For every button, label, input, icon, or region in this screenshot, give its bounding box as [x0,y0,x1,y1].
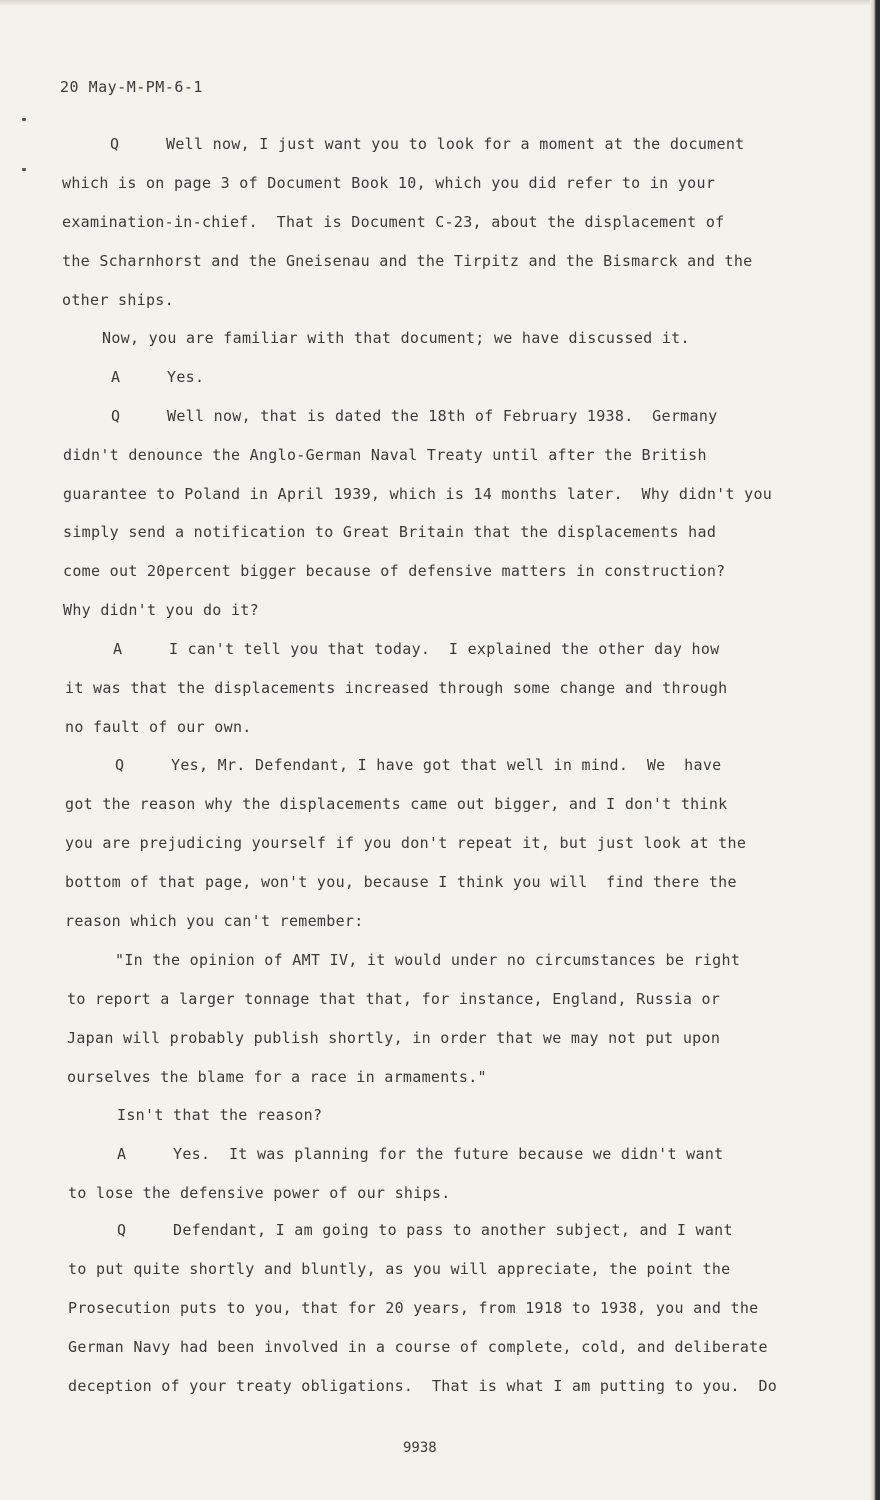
text-line: simply send a notification to Great Britain that the displacements had [63,523,717,541]
page-header: 20 May-M-PM-6-1 [60,78,203,96]
text-line: Japan will probably publish shortly, in order that we may not put upon [67,1029,721,1047]
page-number: 9938 [403,1440,437,1456]
text-line: no fault of our own. [65,718,252,736]
text-line: Why didn't you do it? [63,601,259,619]
text-line: to lose the defensive power of our ships. [68,1184,451,1202]
text-line: "In the opinion of AMT IV, it would under no circumstances be right [115,951,741,969]
text-line: Q Well now, that is dated the 18th of February 1938. Germany [111,407,718,425]
text-line: A I can't tell you that today. I explained the other day how [113,640,720,658]
text-line: bottom of that page, won't you, because I think you will find there the [65,873,737,891]
text-line: Now, you are familiar with that document; we have discussed it. [102,329,690,347]
text-line: A Yes. [111,368,205,386]
text-line: which is on page 3 of Document Book 10, which you did refer to in your [62,174,716,192]
text-line: the Scharnhorst and the Gneisenau and the Tirpitz and the Bismarck and the [62,252,753,270]
text-line: you are prejudicing yourself if you don't repeat it, but just look at the [65,834,747,852]
text-line: A Yes. It was planning for the future because we didn't want [117,1145,724,1163]
text-line: to put quite shortly and bluntly, as you will appreciate, the point the [68,1260,731,1278]
text-line: Q Yes, Mr. Defendant, I have got that well in mind. We have [115,756,722,774]
text-line: Prosecution puts to you, that for 20 years, from 1918 to 1938, you and the [68,1299,759,1317]
text-line: German Navy had been involved in a course of complete, cold, and deliberate [68,1338,768,1356]
text-line: it was that the displacements increased through some change and through [65,679,728,697]
text-line: guarantee to Poland in April 1939, which is 14 months later. Why didn't you [63,485,773,503]
text-line: deception of your treaty obligations. That is what I am putting to you. Do [68,1377,778,1395]
text-line: examination-in-chief. That is Document C-23, about the displacement of [62,213,725,231]
text-line: Q Defendant, I am going to pass to another subject, and I want [117,1221,733,1239]
page-right-edge [870,0,880,1500]
text-line: reason which you can't remember: [65,912,364,930]
text-line: got the reason why the displacements came out bigger, and I don't think [65,795,728,813]
text-line: come out 20percent bigger because of defensive matters in construction? [63,562,726,580]
text-line: other ships. [62,291,174,309]
text-line: didn't denounce the Anglo-German Naval Treaty until after the British [63,446,707,464]
text-line: Q Well now, I just want you to look for a moment at the document [110,135,745,153]
text-line: ourselves the blame for a race in armaments." [67,1068,487,1086]
text-line: Isn't that the reason? [117,1106,323,1124]
margin-mark [22,168,26,171]
text-line: to report a larger tonnage that that, for instance, England, Russia or [67,990,721,1008]
page-top-edge [0,0,880,6]
margin-mark [22,118,26,121]
